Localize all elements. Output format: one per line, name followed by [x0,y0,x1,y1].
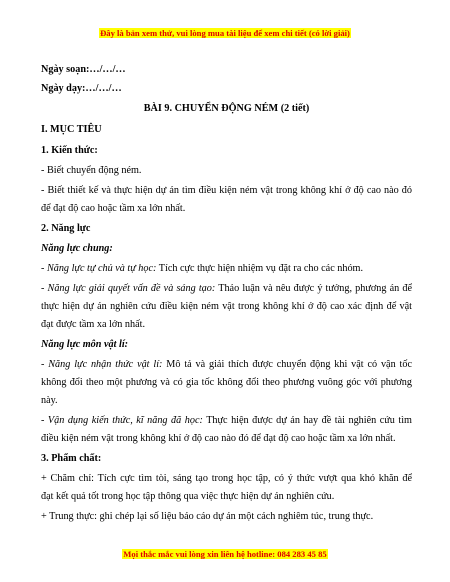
general-ability-item-2-end: đạt được tầm xa lớn nhất. [41,319,145,330]
quality-item-1-cont: đạt kết quả tốt trong học tập thông qua việc thực hiện dự án nghiên cứu. [41,491,335,502]
ability-heading: 2. Năng lực [41,223,91,234]
general-ability-item-1: - Năng lực tự chủ và tự học: Tích cực thực hiện nhiệm vụ đặt ra cho các nhóm. [41,263,364,274]
lesson-title: BÀI 9. CHUYỂN ĐỘNG NÉM (2 tiết) [143,103,310,114]
physics-ability-item-1-end: này. [41,395,58,406]
knowledge-item-2: - Biết thiết kế và thực hiện dự án tìm điều kiện ném vật trong không khí ở độ cao nào đó [41,185,412,196]
physics-ability-heading: Năng lực môn vật lí: [41,339,129,350]
knowledge-item-2-cont: để đạt độ cao hoặc tầm xa lớn nhất. [41,203,186,214]
quality-item-2: + Trung thực: ghi chép lại số liệu báo cáo dự án một cách nghiêm túc, trung thực. [41,511,374,522]
general-ability-heading: Năng lực chung: [41,243,113,254]
physics-ability-item-1: - Năng lực nhận thức vật lí: Mô tả và giải thích được chuyển động khi vật có vận tốc [41,359,412,370]
physics-ability-item-1-cont: không đổi theo một phương và có gia tốc không đổi theo phương vuông góc với phương [41,377,412,388]
hotline-banner: Mọi thắc mắc vui lòng xin liên hệ hotline: 084 283 45 85 [123,549,327,559]
date-teach: Ngày dạy:…/…/… [41,83,122,94]
general-ability-item-2-cont: thực hiện dự án nghiên cứu điều kiện ném vật trong không khí ở độ cao xác định để vật [41,301,412,312]
physics-ability-item-2-cont: điều kiện ném vật trong không khí ở độ cao nào đó để đạt độ cao hoặc tầm xa lớn nhất. [41,433,396,444]
quality-heading: 3. Phẩm chất: [41,453,102,464]
preview-banner: Đây là bản xem thử, vui lòng mua tài liệu để xem chi tiết (có lời giải) [100,28,350,38]
date-prepare: Ngày soạn:…/…/… [41,64,126,75]
knowledge-heading: 1. Kiến thức: [41,145,98,156]
knowledge-item-1: - Biết chuyển động ném. [41,165,142,176]
quality-item-1: + Chăm chỉ: Tích cực tìm tòi, sáng tạo trong học tập, có ý thức vượt qua khó khăn để [41,473,412,484]
general-ability-item-2: - Năng lực giải quyết vấn đề và sáng tạo: Thảo luận và nêu được ý tưởng, phương án để [41,283,413,294]
section-objectives: I. MỤC TIÊU [41,124,102,135]
physics-ability-item-2: - Vận dụng kiến thức, kĩ năng đã học: Thực hiện được dự án hay đề tài nghiên cứu tìm [41,415,412,426]
